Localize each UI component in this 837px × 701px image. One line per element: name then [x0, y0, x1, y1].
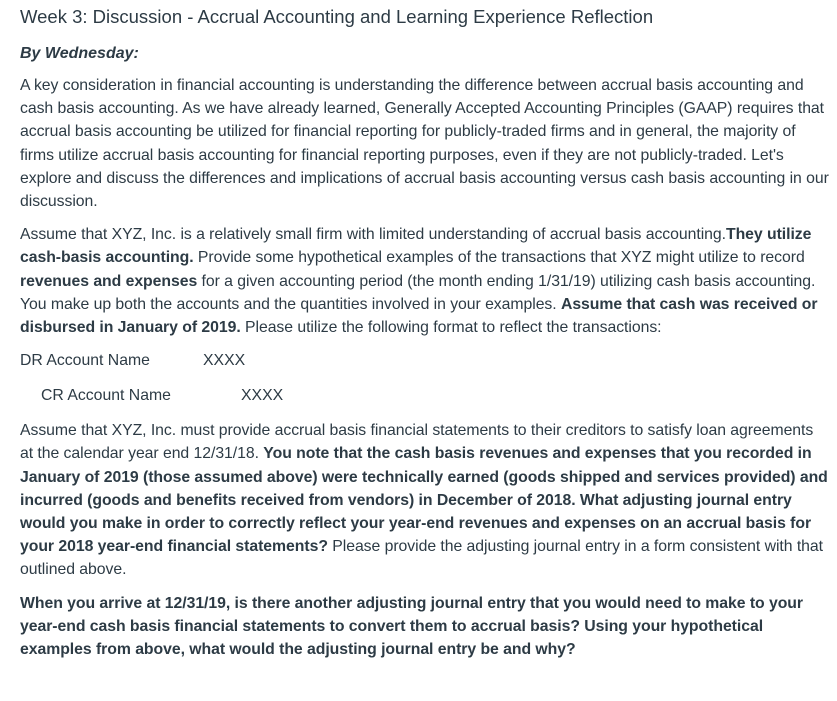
debit-account-name: DR Account Name	[20, 352, 150, 370]
intro-paragraph: A key consideration in financial accounting is understanding the difference between accrual basis accounting and cash basis accounting. As we have already learned, Generally Accepted Accounting Principles (GAAP) requires that accrual basis accounting be utilized for financial reporting for publicly-traded firms and in general, the majority of firms utilize accrual basis accounting for financial reporting purposes, even if they are not publicly-traded. Let's explore and discuss the differences and implications of accrual basis accounting versus cash basis accounting in our discussion.	[20, 77, 829, 211]
adjusting-bold-1: You note that the cash basis revenues and expenses that you recorded in January of 2019 (those assumed above) were technically earned (goods shipped and services provided) and incurred (goods and benefits received from vendors) in December of 2018. What adjusting journal entry would you make in order to correctly reflect your year-end revenues and expenses on an accrual basis for your 2018 year-end financial statements?	[20, 445, 828, 556]
debit-amount: XXXX	[203, 352, 246, 370]
adjusting-text-1: Assume that XYZ, Inc. must provide accrual basis financial statements to their creditors to satisfy loan agreements at the calendar year end 12/31/18.	[20, 422, 814, 463]
adjusting-entry-paragraph	[20, 419, 829, 581]
deadline-subheading: By Wednesday:	[20, 45, 139, 62]
assumption-paragraph	[20, 223, 829, 339]
assumption-bold-1: They utilize cash-basis accounting.	[20, 226, 812, 267]
page-title: Week 3: Discussion - Accrual Accounting and Learning Experience Reflection	[20, 6, 654, 27]
debit-entry-format	[20, 349, 829, 384]
credit-entry-format	[20, 384, 829, 419]
assumption-bold-3: Assume that cash was received or disbursed in January of 2019.	[20, 295, 818, 337]
assumption-text-4: Please utilize the following format to reflect the transactions:	[240, 319, 662, 337]
adjusting-text-2: Please provide the adjusting journal entry in a form consistent with that outlined above.	[20, 538, 823, 579]
year-end-question-bold: When you arrive at 12/31/19, is there another adjusting journal entry that you would need to make to your year-end cash basis financial statements to convert them to accrual basis? Using your hypothetical examples from above, what would the adjusting journal entry be and why?	[20, 594, 804, 659]
assumption-bold-2: revenues and expenses	[20, 272, 198, 290]
credit-amount: XXXX	[241, 387, 284, 405]
credit-account-name: CR Account Name	[41, 387, 171, 405]
assumption-text-1: Assume that XYZ, Inc. is a relatively small firm with limited understanding of accrual basis accounting.	[20, 226, 726, 244]
assumption-text-3: for a given accounting period (the month ending 1/31/19) utilizing cash basis accounting. You make up both the accounts and the quantities involved in your examples.	[20, 272, 816, 313]
assumption-text-2: Provide some hypothetical examples of the transactions that XYZ might utilize to record	[193, 249, 805, 267]
year-end-question-paragraph	[20, 592, 829, 662]
